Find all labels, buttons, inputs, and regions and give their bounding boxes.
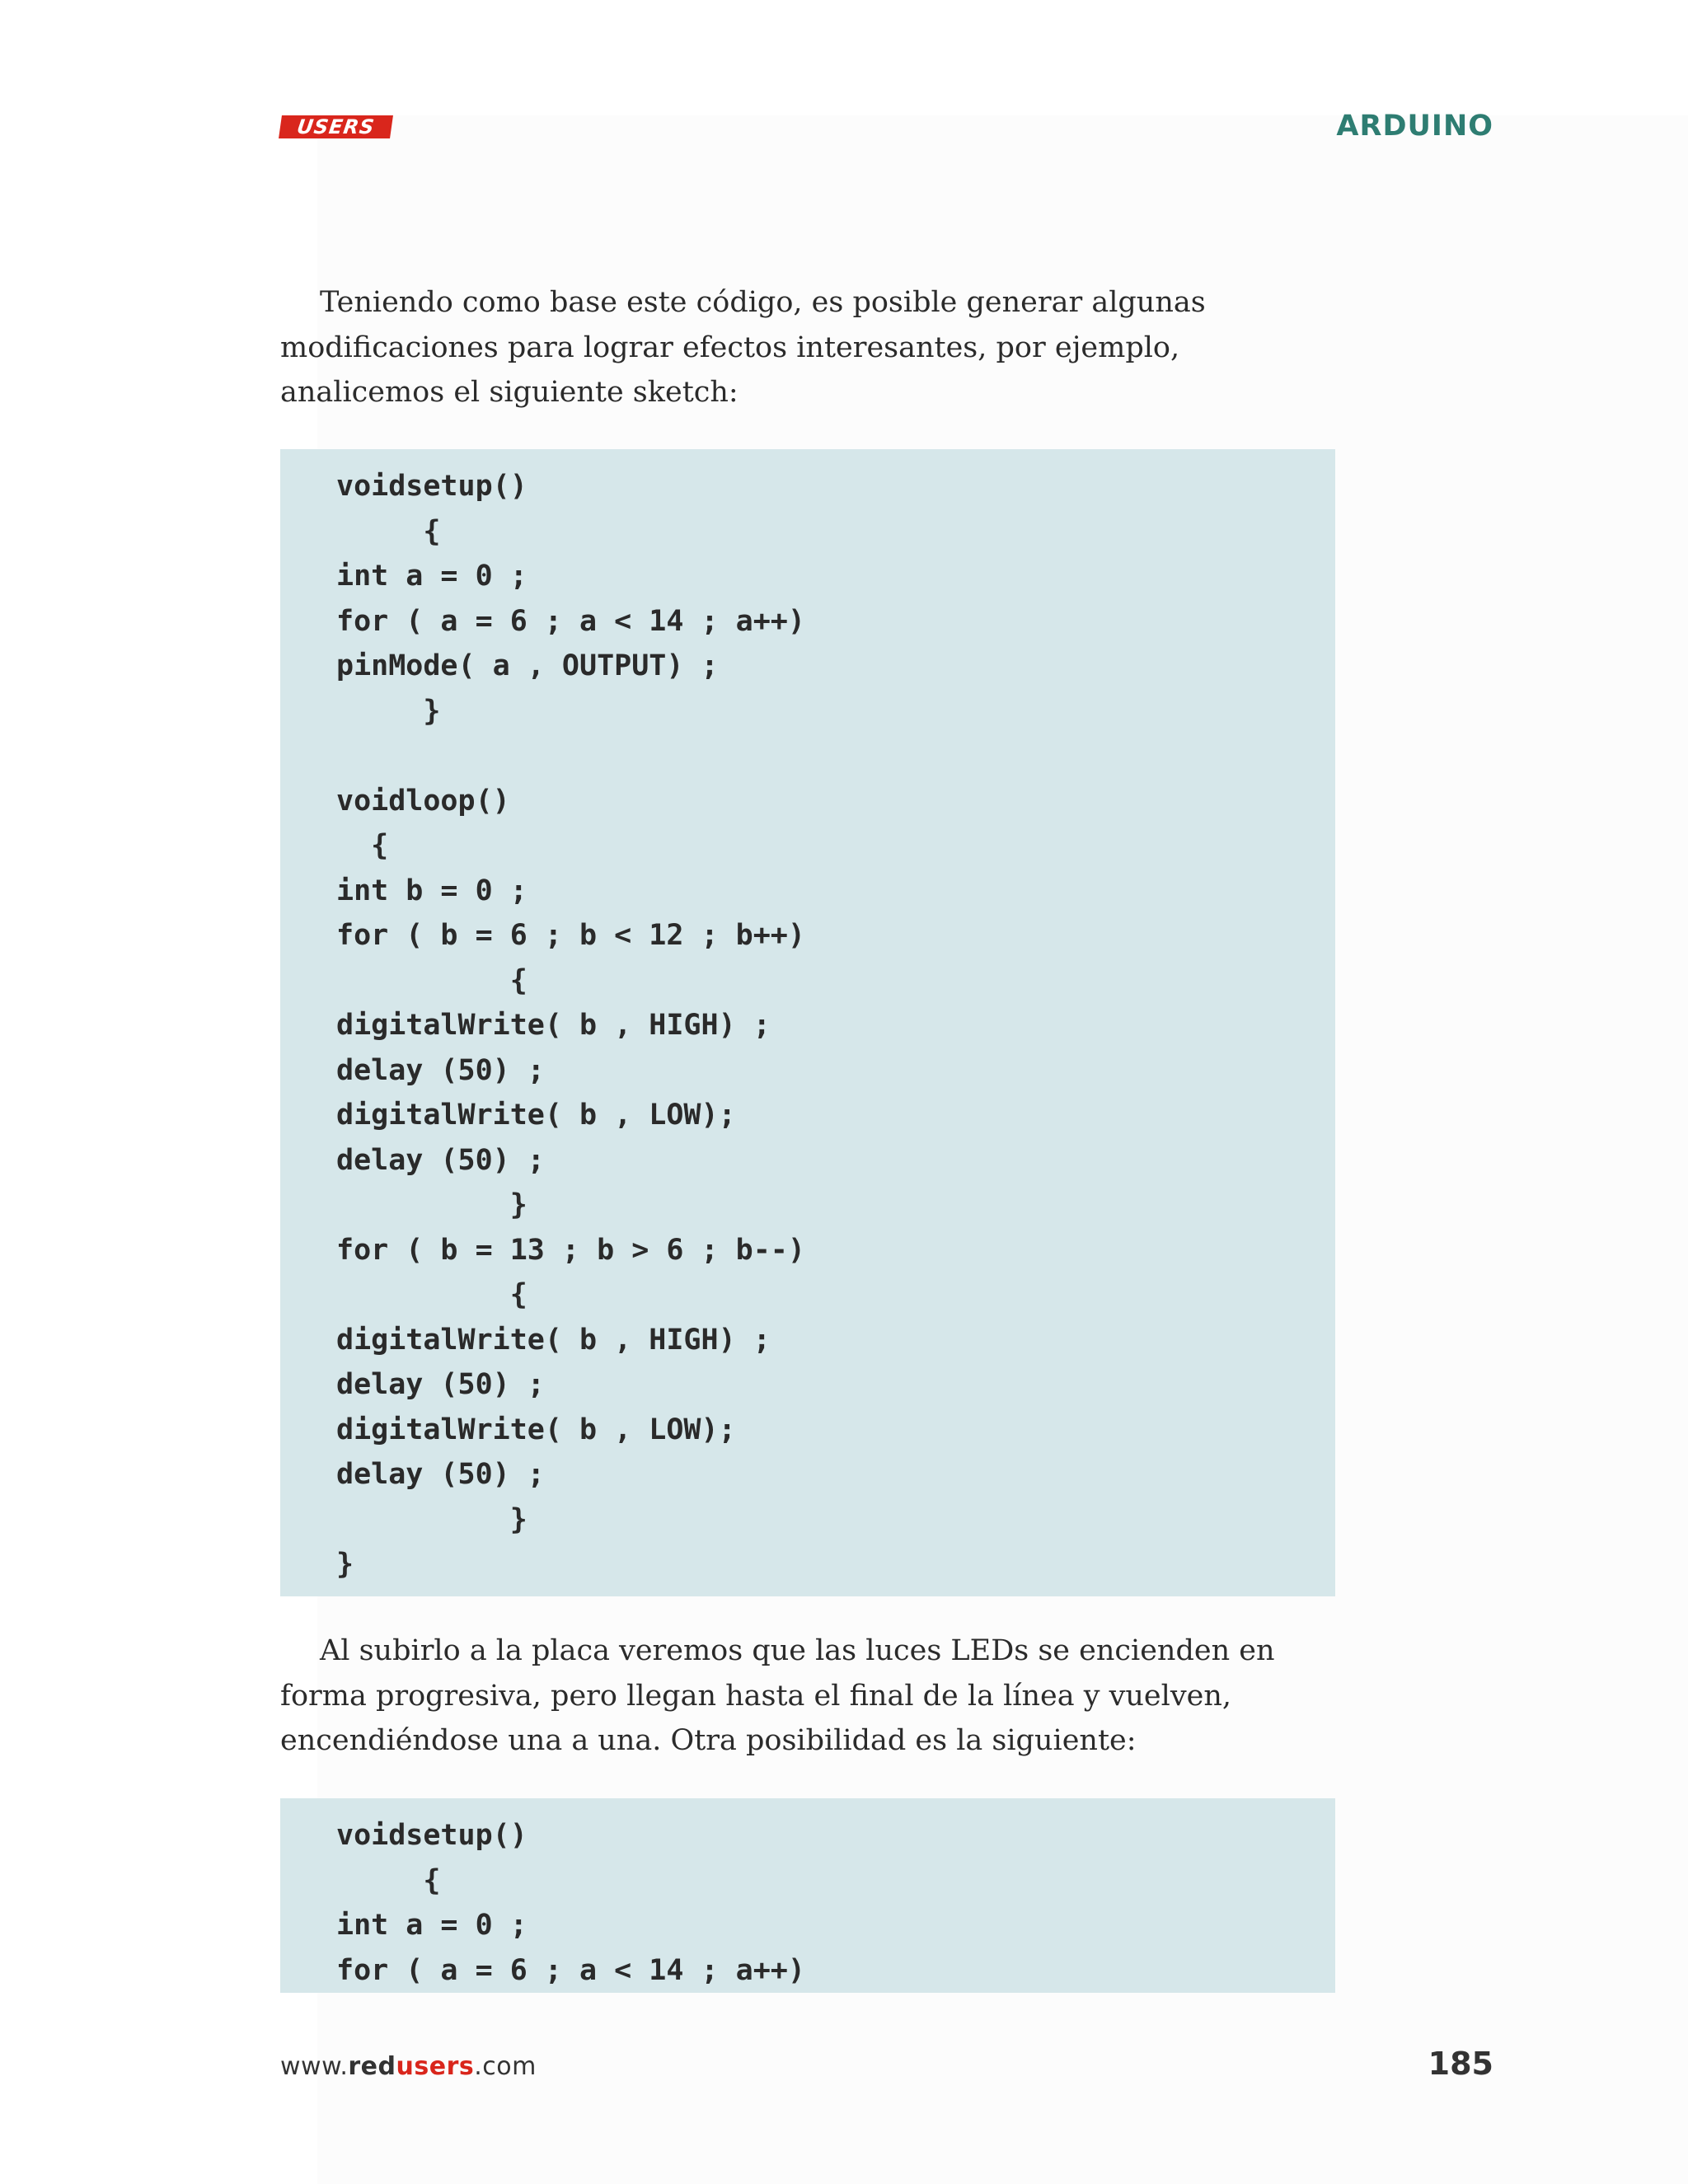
code-line: digitalWrite( b , LOW); [336,1413,736,1446]
paragraph-intro [280,280,1352,415]
paragraph-line: modificaciones para lograr efectos interesantes, por ejemplo, [280,330,1180,364]
code-line: digitalWrite( b , HIGH) ; [336,1009,771,1042]
section-title: ARDUINO [1336,110,1493,143]
code-line: int b = 0 ; [336,874,528,907]
paragraph-line: encendiéndose una a una. Otra posibilidad es la siguiente: [280,1724,1137,1757]
url-suffix: .com [474,2052,537,2081]
code-line: delay (50) ; [336,1143,545,1177]
code-line: } [336,1502,528,1536]
code-line: for ( b = 6 ; b < 12 ; b++) [336,919,805,952]
code-line: for ( a = 6 ; a < 14 ; a++) [336,1953,805,1987]
code-line: { [336,963,528,997]
code-line: for ( a = 6 ; a < 14 ; a++) [336,604,805,638]
code-line: } [336,1548,354,1581]
paragraph-line: analicemos el siguiente sketch: [280,376,738,409]
code-line: delay (50) ; [336,1368,545,1401]
code-line: { [336,829,389,862]
paragraph-explanation [280,1629,1352,1764]
url-red: red [348,2052,396,2081]
code-line: voidsetup() [336,470,528,503]
code-block-sketch-1 [280,449,1335,1596]
url-prefix: www. [280,2052,349,2081]
users-logo: USERS [279,115,393,138]
footer-website-link[interactable] [280,2052,537,2081]
code-line: delay (50) ; [336,1053,545,1087]
page-number: 185 [1428,2046,1493,2082]
code-line: for ( b = 13 ; b > 6 ; b--) [336,1233,805,1267]
paragraph-line: Teniendo como base este código, es posible generar algunas [320,286,1206,319]
code-line: } [336,1188,528,1221]
code-line: int a = 0 ; [336,1909,528,1942]
code-line: int a = 0 ; [336,560,528,593]
code-line: { [336,514,441,548]
code-block-sketch-2 [280,1798,1335,1993]
code-line: digitalWrite( b , LOW); [336,1099,736,1132]
url-users: users [396,2052,475,2081]
code-line: } [336,694,441,728]
code-line: { [336,1863,441,1897]
code-line: { [336,1278,528,1311]
paragraph-line: Al subirlo a la placa veremos que las luces LEDs se encienden en [320,1634,1275,1667]
paragraph-line: forma progresiva, pero llegan hasta el final de la línea y vuelven, [280,1679,1231,1713]
code-line: delay (50) ; [336,1458,545,1491]
code-line: voidloop() [336,784,510,818]
code-line: digitalWrite( b , HIGH) ; [336,1323,771,1357]
code-line: voidsetup() [336,1819,528,1852]
code-line: pinMode( a , OUTPUT) ; [336,649,719,682]
